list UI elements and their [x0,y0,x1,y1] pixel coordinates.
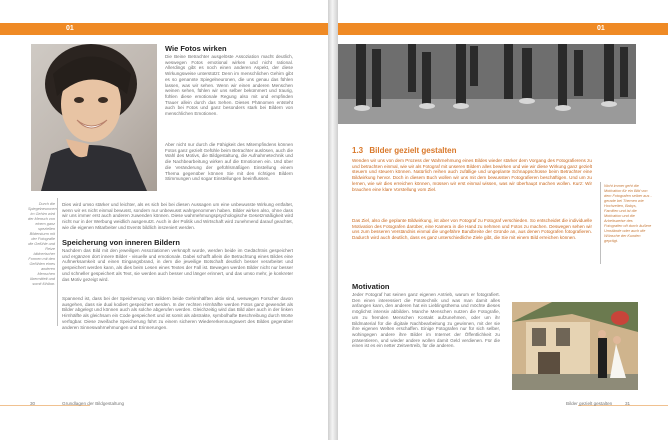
wedding-photo [512,302,638,390]
motivation-text: Jeder Fotograf hat seinen ganz eigenen Antrieb, warum er fotografiert. Den einen interessiert die Fototechnik und was man damit alles anfangen kann, den anderen hat ein Lieblingsthema und möchte dieses möglichst intensiv abbilden. Manche Menschen nutzen die Fotografie, um zu fremden Menschen Kontakt aufzunehmen, oder um ihr Bildmaterial für die digitale Nachbearbeitung zu gewinnen, mit der sie ihre eigenen Welten erschaffen. Einige Fotografen nur für sich selber, wohingegen andere ihre Bilder im Internet der Öffentlichkeit zu präsentieren, und wieder andere wollen damit Geld verdienen. Für die einen ist es ein netter Zeitvertreib, für die anderen. [352,292,500,349]
section-title: Bilder gezielt gestalten [369,146,457,155]
text-paragraph-2: Nachdem das Bild mit den jeweiligen Assoziationen verknüpft wurde, werden beide im Gedächtnis gespeichert und ergänzen dort innere Bilder - visuelle und emotionale. Dabei schafft allein die Betrachtung eines Bildes eine Aufmerksamkeit und einen Eingangsbrand, in dem die jeweilige Botschaft deutlich besser verarbeitet und gespeichert werden kann, als dies beim Lesen eines Textes der Fall ist. Bewegen werden Bilder nicht nur besser und schneller gespeichert als Text, sie werden auch besser und länger erinnert, und das umso mehr, je konkreter das Motiv gezeigt wird. [62,248,293,282]
margin-divider [600,182,601,264]
chapter-header-bar [338,23,668,35]
chapter-number: 01 [597,25,605,32]
portrait-photo [31,44,157,191]
intro-paragraph-2: Das Ziel, also die geplante Bildwirkung, ist aber von Fotograf zu Fotograf verschieden. So entscheidet die individuelle Motivation des Fotografen darüber, eine Kamera in die Hand zu nehmen und Fotos zu machen. Deswegen sehen wir uns zum besseren Verständnis einmal die ungefähre Bandbreite der Gründe an, aus denen Fotografen fotografieren. Dadurch wird auch deutlich, dass es ganz unterschiedliche Ziele gibt, die Sie mit einem Bild erreichen können. [352,218,592,241]
text-column-1: Die Beine Betrachter ausgelöste Assoziation macht deutlich, weswegen Fotos emotional wirken und nicht rational. Allerdings gibt es noch einen anderen Aspekt, der diese Wirkungsweise unterstützt: Denn im menschlichen Gehirn gibt es so genannte Spiegelneuronen, die uns genau das fühlen lassen, was wir sehen. Wenn wir einen anderen Menschen weinen sehen, fühlen wir uns selber bekümmert und traurig, fühlen diese emotionale Regung also mit und empfinden Trauer allein durch das Sehen. Dieses Phänomen entsteht auch bei Fotos und ganz besonders stark bei Bildern von menschlichen Emotionen. [165,54,293,117]
portrait-illustration [31,44,157,191]
text-column-1b: Aber nicht nur durch die Fähigkeit des Mitempfindens können Fotos ganz gezielt Gefühle beim Betrachter auslösen, auch die Wahl des Motivs, die Bildgestaltung, die Aufnahmetechnik und die Nachbearbeitung wirken auf die Emotionen ein. Und über die Veränderung der gefühlsmäßigen Einstellung einem Thema gegenüber können Sie mit den richtigen Bildern Stimmungen und sogar Einstellungen beeinflussen. [165,142,293,182]
chapter-header-bar [0,23,328,35]
page-number: 31 [625,401,631,406]
heading-motivation: Motivation [352,282,390,291]
margin-note: Nicht immer geht die Motivation für ein Bild von dem Fotografen selber aus - gerade bei Themen wie Hochzeiten, Babys, Familien und ist die Motivation und die Arbeitsweise des Fotografen oft durch äußere Umstände oder auch die Wünsche der Kunden geprägt. [604,184,652,243]
heading-speicherung: Speicherung von inneren Bildern [62,238,180,247]
page-number: 30 [30,401,36,406]
section-heading [352,146,457,155]
wedding-illustration [512,302,638,390]
right-page [338,0,668,440]
text-paragraph-3: Spannend ist, dass bei der Speicherung von Bildern beide Gehirnhälften aktiv sind, weswegen Forscher davon ausgehen, dass sie dual kodiert gespeichert werden. In der rechten Hirnhälfte werden Fotos ganz gewendet als Bilder abgelegt und können auch als solche abgerufen werden. Gleichzeitig wird das Bild aber auch in der linken Hirnhälfte als gleichsam ein Code gespeichert und ist somit als abstrakte, symbolhafte Beschreibung durch Worte verfügbar. Diese zweifache Speicherung führt zu einem sicheren Wiedererkennungswert des Bildes gegenüber anderen Sinneswahrnehmungen und Erinnerungen. [62,296,293,330]
running-photo [338,44,636,124]
left-page [0,0,328,440]
margin-divider [57,198,58,326]
running-legs-illustration [338,44,636,124]
footer-title: Bilder gezielt gestalten [566,401,613,406]
heading-wie-fotos-wirken: Wie Fotos wirken [165,44,227,53]
chapter-number: 01 [66,25,74,32]
margin-note: Durch die Spiegelneuronen im Gehirn wird der Mensch von einem ganz speziellen Bildersturm mit der Fotografie die Gefühle und Reize bildnerischer Formen mit den Gefühlen eines anderen Menschen übermittelt und somit fühlbar. [28,202,57,286]
text-full-paragraph: Dies wird umso stärker und leichter, als es sich bei bei diesen Aussagen um eine unbewusste Wirkung entfaltet, wenn wir es nicht einmal bewusst, sondern nur unbewusst wahrgenommen haben. Bilder wirken also, ohne dass wir uns immer erst auch anderen zuwenden können. Diese wahrnehmungspsychologische Gesetzmäßigkeit wird nicht nur in der Werbung weidlich ausgenutzt. Auch in der Politik und Wirtschaft wird zunehmend darauf geachtet, wie die eigenen Mitarbeiter und Events bildlich inszeniert werden. [62,202,293,230]
book-gutter [328,0,338,440]
section-number: 1.3 [352,146,364,155]
intro-paragraph-1: Wenden wir uns von dem Prozess der Wahrnehmung eines Bildes wieder stärker dem Vorgang des Fotografierens zu und betrachten einmal, wie wir als Fotograf mit unseren Bildern alles bewirken und wie wir diese Wirkung ganz gezielt steuern und steuern können. Natürlich reihen auch zufällige und ungeplante Schnappschüsse beim Betrachter eine Bildwirkung hervor. Doch in diesem Buch wollen wir uns mit dem bewussten Fotografieren beschäftigen. Und um zu lernen, wie wir dies erreichen können, müssen wir erst einmal wissen, was wir überhaupt machen wollen. Kurz: Wir brauchen eine klare Vorstellung vom Ziel. [352,158,592,192]
footer-title: Grundlagen der Bildgestaltung [62,401,125,406]
